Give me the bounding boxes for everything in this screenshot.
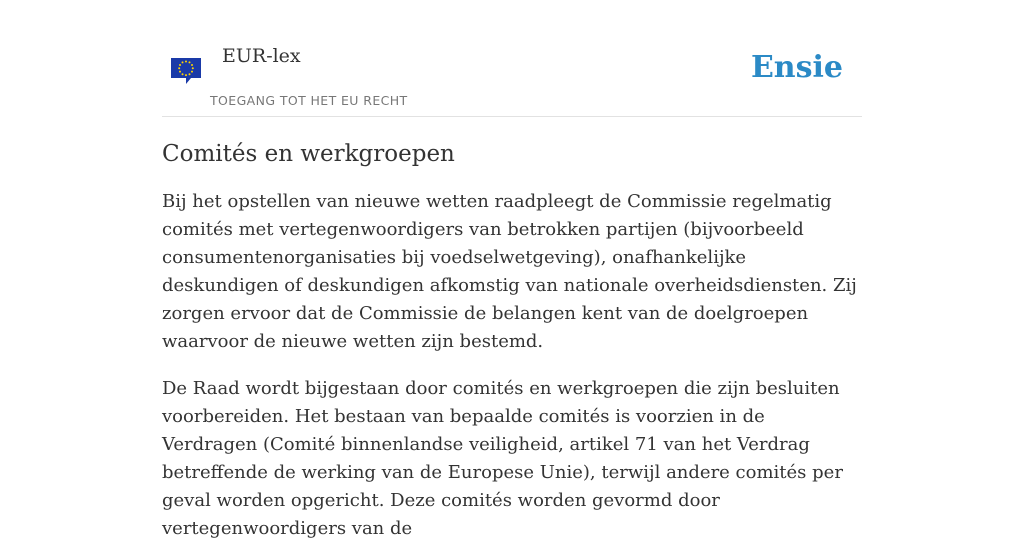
article-paragraph: De Raad wordt bijgestaan door comités en werkgroepen die zijn besluiten voorbereiden. Het bestaan van bepaalde comités is voorzien in de Verdragen (Comité binnenlandse veiligheid, artikel 71 van het Verdrag betreffende de werking van de Europese Unie), terwijl andere comités per geval worden opgericht. Deze comités worden gevormd door vertegenwoordigers van de — [162, 378, 843, 539]
article-paragraph: Bij het opstellen van nieuwe wetten raadpleegt de Commissie regelmatig comités met vertegenwoordigers van betrokken partijen (bijvoorbeeld consumentenorganisaties bij voedselwetgeving), onafhankelijke deskundigen of deskundigen afkomstig van nationale overheidsdiensten. Zij zorgen ervoor dat de Commissie de belangen kent van de doelgroepen waarvoor de nieuwe wetten zijn bestemd. — [162, 191, 857, 352]
article — [162, 136, 862, 543]
article-title: Comités en werkgroepen — [162, 141, 455, 167]
site-tagline: TOEGANG TOT HET EU RECHT — [210, 93, 408, 108]
site-header — [162, 0, 862, 117]
eu-flag-speech-bubble-icon — [169, 56, 203, 86]
site-name[interactable]: EUR-lex — [222, 45, 301, 67]
brand-logo-link[interactable]: Ensie — [750, 50, 843, 85]
